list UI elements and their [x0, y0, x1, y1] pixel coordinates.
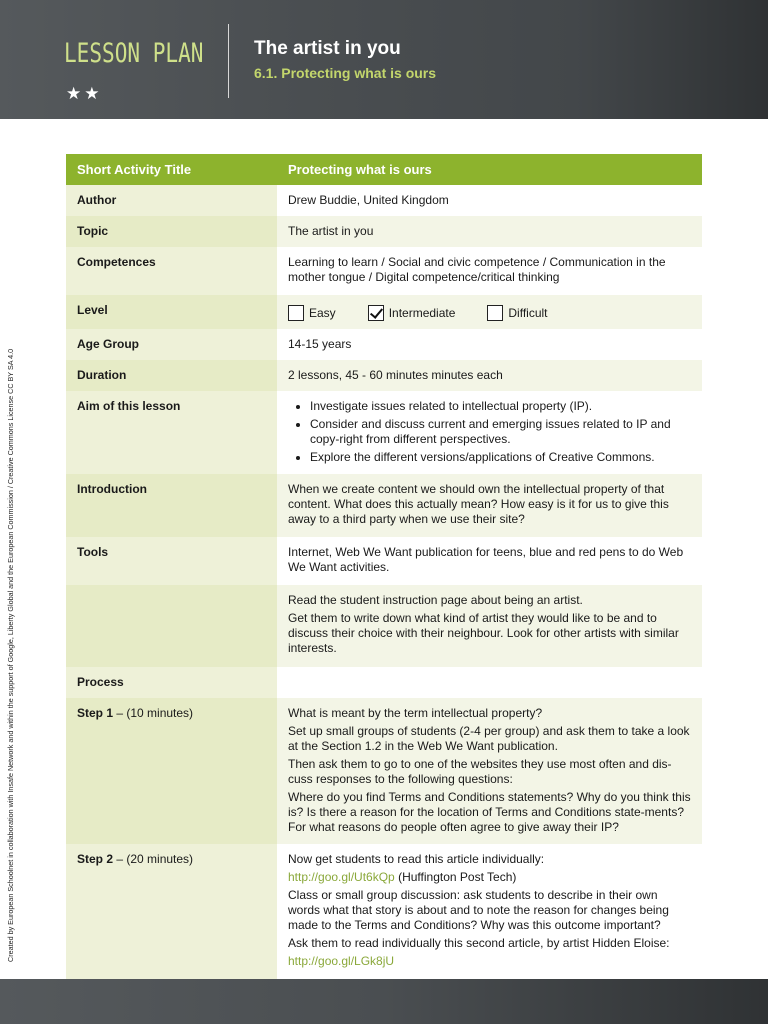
table-row-age-group: [66, 329, 702, 360]
preparation-text: Read the student instruction page about being an artist.: [288, 593, 583, 607]
step-2-link-line: [288, 954, 692, 969]
step-2-text: Ask them to read individually this second article, by artist Hidden Eloise:: [288, 936, 670, 950]
header-banner: [0, 0, 768, 119]
easy-checkbox[interactable]: [288, 305, 304, 321]
page-subtitle: 6.1. Protecting what is ours: [254, 65, 437, 81]
step-1-text: What is meant by the term intellectual property?: [288, 706, 543, 720]
step-1-text: Set up small groups of students (2-4 per group) and ask them to take a look at the Section 1.2 in the Web We Want publication.: [288, 724, 690, 753]
topic-label: Topic: [66, 216, 277, 247]
step-2-text: Class or small group discussion: ask students to describe in their own words what that story is about and to note the reason for changes being made to the Terms and Conditions? Why was this outcome important?: [288, 888, 669, 932]
link-source: (Huffington Post Tech): [394, 870, 517, 884]
age-group-label: Age Group: [66, 329, 277, 360]
difficulty-stars: ★★: [66, 84, 103, 103]
level-option-intermediate[interactable]: [368, 305, 456, 321]
step-1-label: [66, 698, 277, 844]
lesson-table: [66, 154, 702, 980]
table-row-topic: [66, 216, 702, 247]
intermediate-label: Intermediate: [388, 305, 456, 320]
process-value: [277, 667, 702, 698]
aim-list: [288, 399, 692, 465]
table-row-tools: [66, 537, 702, 585]
table-row-level: [66, 295, 702, 329]
tools-value: Internet, Web We Want publication for teens, blue and red pens to do Web We Want activities.: [277, 537, 702, 585]
competences-label: Competences: [66, 247, 277, 295]
level-option-difficult[interactable]: [487, 305, 547, 321]
table-row-step-2: [66, 844, 702, 980]
step-2-label: [66, 844, 277, 980]
level-label: Level: [66, 295, 277, 329]
aim-item: • Investigate issues related to intellectual property (IP).: [310, 399, 692, 414]
table-row-preparation: [66, 585, 702, 667]
table-row-competences: [66, 247, 702, 295]
age-group-value: 14-15 years: [277, 329, 702, 360]
step-2-link-line: [288, 870, 692, 885]
activity-title-value: Protecting what is ours: [277, 154, 702, 185]
difficult-label: Difficult: [508, 305, 548, 320]
step-1-value: [277, 698, 702, 844]
hidden-eloise-link[interactable]: http://goo.gl/LGk8jU: [288, 954, 395, 968]
table-row-step-1: [66, 698, 702, 844]
table-row-introduction: [66, 474, 702, 537]
step-2-value: [277, 844, 702, 980]
activity-title-label: Short Activity Title: [66, 154, 277, 185]
duration-value: 2 lessons, 45 - 60 minutes minutes each: [277, 360, 702, 391]
introduction-value: When we create content we should own the intellectual property of that content. What does this actually mean? How easy is it for us to give this away to a third party when we use their site?: [277, 474, 702, 537]
author-value: Drew Buddie, United Kingdom: [277, 185, 702, 216]
page-title: The artist in you: [254, 38, 401, 59]
step-1-text: Then ask them to go to one of the websites they use most often and dis-cuss responses to the following questions:: [288, 757, 672, 786]
table-row-title: [66, 154, 702, 185]
huffington-post-link[interactable]: http://goo.gl/Ut6kQp: [288, 870, 395, 884]
header-divider: [228, 24, 229, 98]
process-label: Process: [66, 667, 277, 698]
introduction-label: Introduction: [66, 474, 277, 537]
aim-label: Aim of this lesson: [66, 391, 277, 474]
author-label: Author: [66, 185, 277, 216]
table-row-author: [66, 185, 702, 216]
intermediate-checkbox[interactable]: [368, 305, 384, 321]
step-1-label-bold: Step 1: [77, 706, 114, 720]
competences-value: Learning to learn / Social and civic competence / Communication in the mother tongue / Digital competence/critical thinking: [277, 247, 702, 295]
step-1-label-duration: – (10 minutes): [113, 706, 194, 720]
lesson-plan-logo: LESSON PLAN: [64, 38, 204, 69]
table-row-duration: [66, 360, 702, 391]
table-row-process: [66, 667, 702, 698]
footer-banner: [0, 979, 768, 1024]
preparation-value: [277, 585, 702, 667]
aim-item: • Consider and discuss current and emerging issues related to IP and copy-right from different perspectives.: [310, 417, 692, 447]
step-2-text: Now get students to read this article individually:: [288, 852, 545, 866]
topic-value: The artist in you: [277, 216, 702, 247]
step-1-text: Where do you find Terms and Conditions statements? Why do you think this is? Is there a reason for the location of Terms and Conditions state-ments? For what reasons do people often agree to give away their IP?: [288, 790, 691, 834]
duration-label: Duration: [66, 360, 277, 391]
level-option-easy[interactable]: [288, 305, 336, 321]
aim-value: [277, 391, 702, 474]
level-value: [277, 295, 702, 329]
preparation-text: Get them to write down what kind of artist they would like to be and to discuss their choice with their neighbour. Look for other artists with similar interests.: [288, 611, 679, 655]
tools-label: Tools: [66, 537, 277, 585]
aim-item: • Explore the different versions/applications of Creative Commons.: [310, 450, 692, 465]
license-credit: Created by European Schoolnet in collaboration with Insafe Network and within the support of Google, Liberty Global and the European Commission / Creative Commons License CC BY SA 4.0: [6, 348, 15, 962]
table-row-aim: [66, 391, 702, 474]
easy-label: Easy: [309, 305, 336, 320]
preparation-label: [66, 585, 277, 667]
step-2-label-bold: Step 2: [77, 852, 114, 866]
difficult-checkbox[interactable]: [487, 305, 503, 321]
step-2-label-duration: – (20 minutes): [113, 852, 194, 866]
